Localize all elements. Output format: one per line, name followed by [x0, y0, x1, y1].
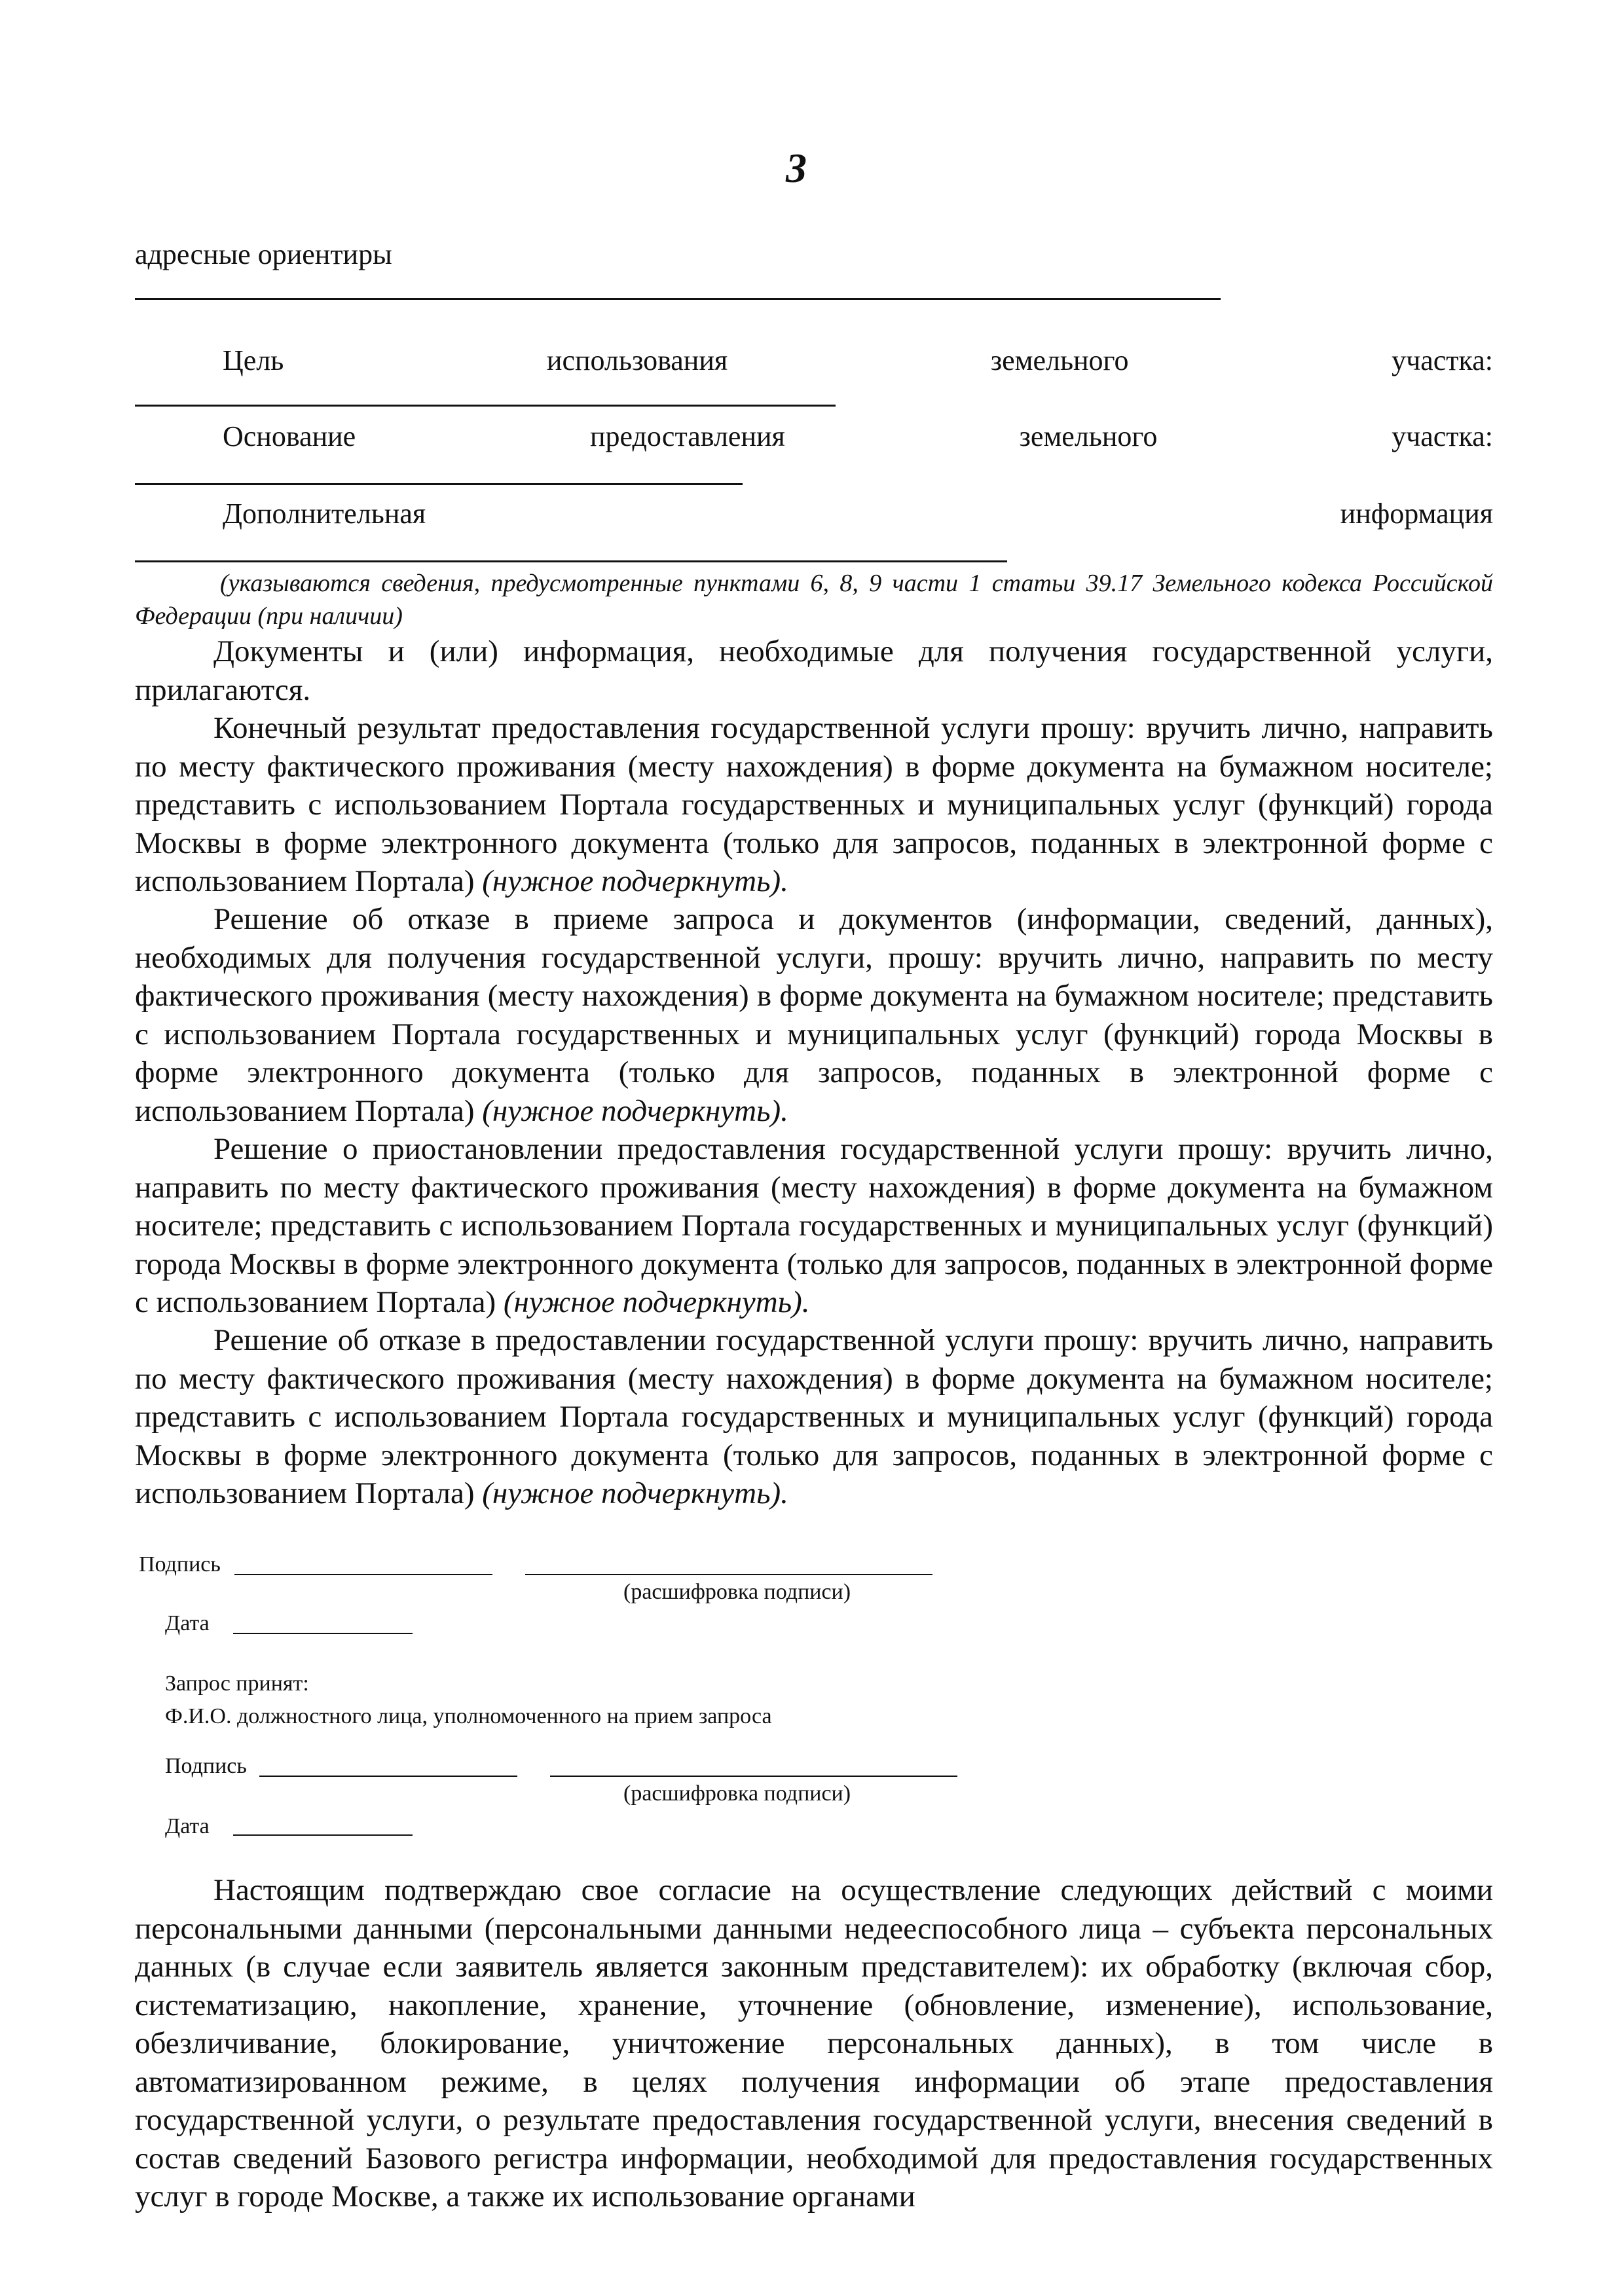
paragraph-text: Решение об отказе в приеме запроса и документов (информации, сведений, данных), необходимых для получения государственной услуги, прошу: вручить лично, направить по месту фактического проживания (месту нахождения) в форме документа на бумажном носителе; представить с использованием Портала государственных и муниципальных услуг (функций) города Москвы в форме электронного документа (только для запросов, поданных в электронной форме с использованием Портала) — [135, 902, 1493, 1128]
purpose-word-1: Цель — [223, 344, 284, 376]
purpose-word-3: земельного — [990, 344, 1129, 376]
paragraph-italic-note: (нужное подчеркнуть). — [482, 864, 788, 898]
accepted-official: Ф.И.О. должностного лица, уполномоченного на прием запроса — [165, 1704, 772, 1728]
paragraph-refusal-service — [135, 1321, 1493, 1513]
paragraph-text: Конечный результат предоставления государственной услуги прошу: вручить лично, направить по месту фактического проживания (месту нахождения) в форме документа на бумажном носителе; представить с использованием Портала государственных и муниципальных услуг (функций) города Москвы в форме электронного документа (только для запросов, поданных в электронной форме с использованием Портала) — [135, 711, 1493, 898]
paragraph-text: Документы и (или) информация, необходимые для получения государственной услуги, прилагаются. — [135, 634, 1493, 707]
basis-word-1: Основание — [223, 420, 356, 452]
applicant-decode-line — [525, 1574, 932, 1575]
additional-fill-line — [135, 560, 1007, 562]
applicant-signature-label: Подпись — [139, 1552, 221, 1576]
basis-row — [223, 418, 1493, 456]
paragraph-italic-note: (нужное подчеркнуть). — [482, 1476, 788, 1510]
accepted-signature-line — [259, 1776, 517, 1777]
accepted-title: Запрос принят: — [165, 1671, 309, 1696]
accepted-date-label: Дата — [165, 1814, 210, 1838]
paragraph-text: Решение о приостановлении предоставления государственной услуги прошу: вручить лично, направить по месту фактического проживания (месту нахождения) в форме документа на бумажном носителе; представить с использованием Портала государственных и муниципальных услуг (функций) города Москвы в форме электронного документа (только для запросов, поданных в электронной форме с использованием Портала) — [135, 1132, 1493, 1319]
paragraph-italic-note: (нужное подчеркнуть). — [482, 1093, 788, 1128]
consent-paragraph: Настоящим подтверждаю свое согласие на осуществление следующих действий с моими персональными данными (персональными данными недееспособного лица – субъекта персональных данных (в случае если заявитель является законным представителем): их обработку (включая сбор, систематизацию, накопление, хранение, уточнение (обновление, изменение), использование, обезличивание, блокирование, уничтожение персональных данных), в том числе в автоматизированном режиме, в целях получения информации об этапе предоставления государственной услуги, о результате предоставления государственной услуги, внесения сведений в состав сведений Базового регистра информации, необходимой для предоставления государственных услуг в городе Москве, а также их использование органами — [135, 1873, 1493, 2214]
paragraph-suspension — [135, 1130, 1493, 1322]
additional-word-1: Дополнительная — [223, 498, 426, 530]
paragraph-italic-note: (нужное подчеркнуть). — [503, 1285, 810, 1319]
basis-word-4: участка: — [1392, 420, 1493, 452]
page-number: 3 — [786, 145, 807, 191]
accepted-decode-label: (расшифровка подписи) — [623, 1781, 851, 1806]
purpose-row — [223, 342, 1493, 380]
applicant-date-label: Дата — [165, 1611, 210, 1635]
applicant-date-line — [233, 1633, 413, 1634]
purpose-word-4: участка: — [1392, 344, 1493, 376]
additional-note: (указываются сведения, предусмотренные пунктами 6, 8, 9 части 1 статьи 39.17 Земельного кодекса Российской Федерации (при наличии) — [135, 570, 1493, 630]
paragraph-final-result — [135, 709, 1493, 901]
paragraph-text: Решение об отказе в предоставлении государственной услуги прошу: вручить лично, направить по месту фактического проживания (месту нахождения) в форме документа на бумажном носителе; представить с использованием Портала государственных и муниципальных услуг (функций) города Москвы в форме электронного документа (только для запросов, поданных в электронной форме с использованием Портала) — [135, 1323, 1493, 1510]
additional-word-2: информация — [1340, 498, 1493, 530]
basis-fill-line — [135, 483, 743, 485]
purpose-word-2: использования — [546, 344, 728, 376]
basis-word-2: предоставления — [589, 420, 785, 452]
purpose-fill-line — [135, 405, 836, 407]
applicant-decode-label: (расшифровка подписи) — [623, 1580, 851, 1604]
address-label: адресные ориентиры — [135, 238, 392, 270]
additional-row — [223, 495, 1493, 533]
accepted-decode-line — [550, 1776, 957, 1777]
accepted-signature-label: Подпись — [165, 1754, 247, 1778]
paragraph-documents — [135, 632, 1493, 709]
basis-word-3: земельного — [1019, 420, 1158, 452]
applicant-signature-line — [234, 1574, 492, 1575]
paragraph-refusal-acceptance — [135, 900, 1493, 1130]
address-fill-line — [135, 298, 1221, 300]
accepted-date-line — [233, 1834, 413, 1836]
